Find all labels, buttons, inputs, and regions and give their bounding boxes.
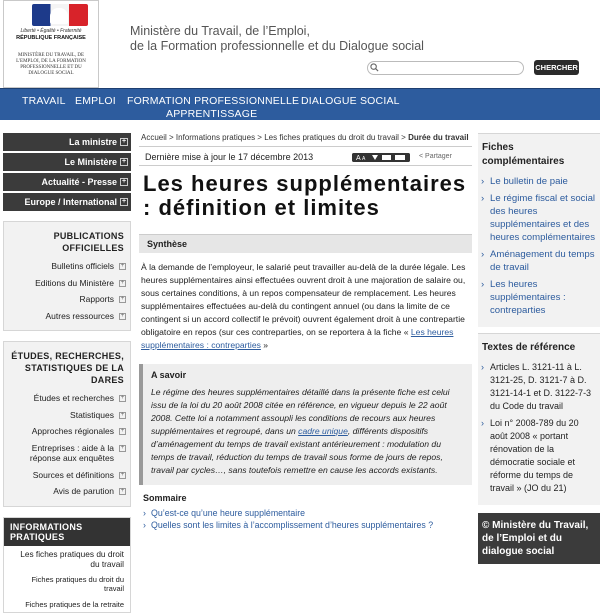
- synthese-body: À la demande de l’employeur, le salarié peut travailler au-delà de la durée légale. Les heures supplémentaires ainsi effectuées ouvrent droit à une majoration de salaire ou, sous certaines conditions, à un repos compensateur de remplacement. Les heures supplémentaires effectuées au-delà du contingent annuel (ou dans la limite de ce contingent si un accord collectif le prévoit) ouvrent également droit à une contrepartie obligatoire en repos (sur ces contreparties, on se reportera à la fiche «: [141, 262, 465, 337]
- breadcrumb-fiches[interactable]: Les fiches pratiques du droit du travail: [264, 133, 399, 142]
- a-savoir-text: [151, 386, 464, 477]
- share-label: Partager: [425, 153, 452, 160]
- menu-le-ministere[interactable]: [3, 153, 131, 171]
- fiche-link-label: Le régime fiscal et social des heures supplémentaires et des heures complémentaires: [490, 193, 595, 243]
- last-updated: Dernière mise à jour le 17 décembre 2013: [145, 152, 313, 162]
- search-icon: [370, 63, 379, 72]
- breadcrumb-current: Durée du travail: [408, 133, 468, 142]
- article-toolbar: [139, 149, 472, 166]
- main-content: [139, 131, 472, 531]
- fiche-link-label: Aménagement du temps de travail: [490, 249, 595, 273]
- nav-item-travail[interactable]: TRAVAIL: [22, 95, 66, 107]
- site-header: [0, 0, 600, 88]
- texte-label: Articles L. 3121-11 à L. 3121-25, D. 3121-7 à D. 3121-14-1 et D. 3122-7-3 du Code du travail: [490, 362, 591, 411]
- info-subitem-fiches-droit[interactable]: Fiches pratiques du droit du travail: [4, 572, 130, 597]
- search-input[interactable]: [367, 61, 524, 75]
- breadcrumb-infos[interactable]: Informations pratiques: [176, 133, 255, 142]
- copyright-box: © Ministère du Travail, de l’Emploi et du dialogue social: [478, 513, 600, 564]
- article-tools-icon[interactable]: [352, 153, 410, 162]
- a-savoir-body: Le régime des heures supplémentaires détaillé dans la présente fiche est celui issu de la loi du 20 août 2008 citée en référence, en vigueur depuis le 22 août 2008. Cette loi a notamment assoupli les conditions de recours aux heures supplémentaires et regroupé, dans un: [151, 387, 450, 436]
- textes-reference-title: Textes de référence: [478, 334, 600, 361]
- info-item-fiches-droit[interactable]: Les fiches pratiques du droit du travail: [4, 546, 130, 572]
- ministry-title-line2: de la Formation professionnelle et du Dialogue social: [130, 39, 424, 54]
- republique-logo[interactable]: [3, 0, 99, 88]
- menu-label: Europe / International: [24, 197, 117, 207]
- ministry-title-line1: Ministère du Travail, de l’Emploi,: [130, 24, 424, 39]
- fiche-link[interactable]: [478, 248, 600, 278]
- publications-box: [3, 221, 131, 331]
- item-label: Autres ressources: [46, 311, 115, 321]
- main-nav: [0, 88, 600, 120]
- sommaire-item[interactable]: [139, 507, 472, 519]
- ministry-title: [130, 24, 424, 54]
- cadre-unique-link[interactable]: cadre unique: [298, 426, 348, 436]
- menu-la-ministre[interactable]: [3, 133, 131, 151]
- texte-reference-item: [478, 361, 600, 417]
- plus-icon: +: [119, 280, 126, 287]
- nav-item-emploi[interactable]: EMPLOI: [75, 95, 116, 107]
- menu-europe-international[interactable]: [3, 193, 131, 211]
- page-title: Les heures supplémentaires : définition et limites: [139, 166, 472, 220]
- fiche-link[interactable]: [478, 192, 600, 248]
- item-label: Avis de parution: [53, 486, 114, 496]
- a-savoir-body-end: , différents dispositifs d’aménagement du temps de travail existant antérieurement : modulation du temps de travail, réduction du temps de travail sous forme de jours de repos, travail par cycles…, sans toutefois remettre en cause les accords existants.: [151, 426, 443, 475]
- fiches-complementaires-box: [478, 133, 600, 327]
- svg-text:A: A: [356, 155, 361, 162]
- plus-icon: +: [119, 395, 126, 402]
- sommaire-item[interactable]: [139, 519, 472, 531]
- chevron-right-icon: ›: [481, 175, 484, 188]
- nav-item-formation[interactable]: FORMATION PROFESSIONNELLE: [127, 95, 299, 107]
- breadcrumb-accueil[interactable]: Accueil: [141, 133, 167, 142]
- plus-icon: +: [119, 313, 126, 320]
- chevron-right-icon: ›: [143, 507, 146, 519]
- publications-item[interactable]: [4, 291, 130, 308]
- plus-icon: +: [120, 138, 128, 146]
- menu-label: Le Ministère: [64, 157, 117, 167]
- republic-motto: Liberté • Égalité • Fraternité: [8, 28, 94, 34]
- item-label: Statistiques: [70, 410, 114, 420]
- menu-label: La ministre: [69, 137, 117, 147]
- synthese-text: [139, 253, 472, 358]
- contreparties-link[interactable]: Les heures supplémentaires : contreparties: [141, 327, 453, 350]
- etudes-item[interactable]: [4, 390, 130, 407]
- etudes-item[interactable]: [4, 467, 130, 484]
- sommaire: [139, 493, 472, 531]
- fiche-link[interactable]: [478, 175, 600, 192]
- informations-pratiques-title: INFORMATIONS PRATIQUES: [4, 518, 130, 546]
- etudes-item[interactable]: [4, 440, 130, 467]
- publications-title: PUBLICATIONS OFFICIELLES: [4, 222, 130, 258]
- right-sidebar: [478, 133, 600, 564]
- fiche-link[interactable]: [478, 278, 600, 321]
- item-label: Sources et définitions: [33, 470, 114, 480]
- etudes-item[interactable]: [4, 483, 130, 500]
- fiche-link-label: Le bulletin de paie: [490, 176, 568, 187]
- etudes-box: [3, 341, 131, 507]
- etudes-title: ÉTUDES, RECHERCHES, STATISTIQUES DE LA DARES: [4, 342, 130, 390]
- item-label: Rapports: [80, 294, 115, 304]
- nav-item-dialogue-social[interactable]: DIALOGUE SOCIAL: [301, 95, 400, 107]
- chevron-right-icon: ›: [143, 519, 146, 531]
- etudes-item[interactable]: [4, 423, 130, 440]
- fiches-complementaires-title: Fiches complémentaires: [478, 134, 600, 175]
- sommaire-label: Sommaire: [139, 493, 472, 503]
- texte-label: Loi n° 2008-789 du 20 août 2008 « portant rénovation de la démocratie sociale et réforme du temps de travail » (JO du 21): [490, 418, 579, 493]
- sommaire-item-label: Qu’est-ce qu’une heure supplémentaire: [151, 508, 305, 518]
- share-button[interactable]: [419, 153, 452, 160]
- ministry-small-label: MINISTÈRE DU TRAVAIL, DE L'EMPLOI, DE LA FORMATION PROFESSIONNELLE ET DU DIALOGUE SOCIAL: [8, 53, 94, 77]
- plus-icon: +: [120, 198, 128, 206]
- plus-icon: +: [119, 472, 126, 479]
- plus-icon: +: [119, 428, 126, 435]
- plus-icon: +: [119, 488, 126, 495]
- publications-item[interactable]: [4, 258, 130, 275]
- svg-text:A: A: [362, 156, 366, 162]
- share-icon: <: [419, 153, 423, 160]
- item-label: Editions du Ministère: [35, 278, 114, 288]
- synthese-label: Synthèse: [139, 234, 472, 253]
- info-subitem-retraite[interactable]: Fiches pratiques de la retraite: [4, 597, 130, 613]
- a-savoir-box: [139, 364, 472, 485]
- marianne-flag-icon: [32, 4, 88, 26]
- left-sidebar: [3, 133, 131, 613]
- item-label: Entreprises : aide à la réponse aux enquêtes: [30, 443, 114, 464]
- fiche-link-label: Les heures supplémentaires : contreparties: [490, 279, 566, 316]
- chevron-right-icon: ›: [481, 361, 484, 374]
- breadcrumb: Accueil > Informations pratiques > Les fiches pratiques du droit du travail > Durée du travail: [139, 131, 472, 147]
- textes-reference-box: [478, 333, 600, 505]
- chevron-right-icon: ›: [481, 417, 484, 430]
- item-label: Approches régionales: [32, 426, 114, 436]
- texte-reference-item: [478, 417, 600, 499]
- plus-icon: +: [120, 158, 128, 166]
- nav-item-apprentissage[interactable]: APPRENTISSAGE: [166, 108, 257, 120]
- a-savoir-label: A savoir: [151, 370, 464, 380]
- chevron-right-icon: ›: [481, 278, 484, 291]
- informations-pratiques-box: [3, 517, 131, 613]
- etudes-item[interactable]: [4, 407, 130, 424]
- item-label: Bulletins officiels: [51, 261, 114, 271]
- plus-icon: +: [120, 178, 128, 186]
- plus-icon: +: [119, 445, 126, 452]
- publications-item[interactable]: [4, 308, 130, 325]
- plus-icon: +: [119, 412, 126, 419]
- sommaire-item-label: Quelles sont les limites à l’accomplissement d’heures supplémentaires ?: [151, 520, 433, 530]
- menu-actualite-presse[interactable]: [3, 173, 131, 191]
- chevron-right-icon: ›: [481, 192, 484, 205]
- menu-label: Actualité - Presse: [41, 177, 117, 187]
- republic-name: RÉPUBLIQUE FRANÇAISE: [8, 35, 94, 41]
- chevron-right-icon: ›: [481, 248, 484, 261]
- publications-item[interactable]: [4, 275, 130, 292]
- item-label: Études et recherches: [34, 393, 114, 403]
- plus-icon: +: [119, 263, 126, 270]
- synthese-end: »: [261, 340, 268, 350]
- search-button[interactable]: CHERCHER: [534, 60, 579, 75]
- plus-icon: +: [119, 296, 126, 303]
